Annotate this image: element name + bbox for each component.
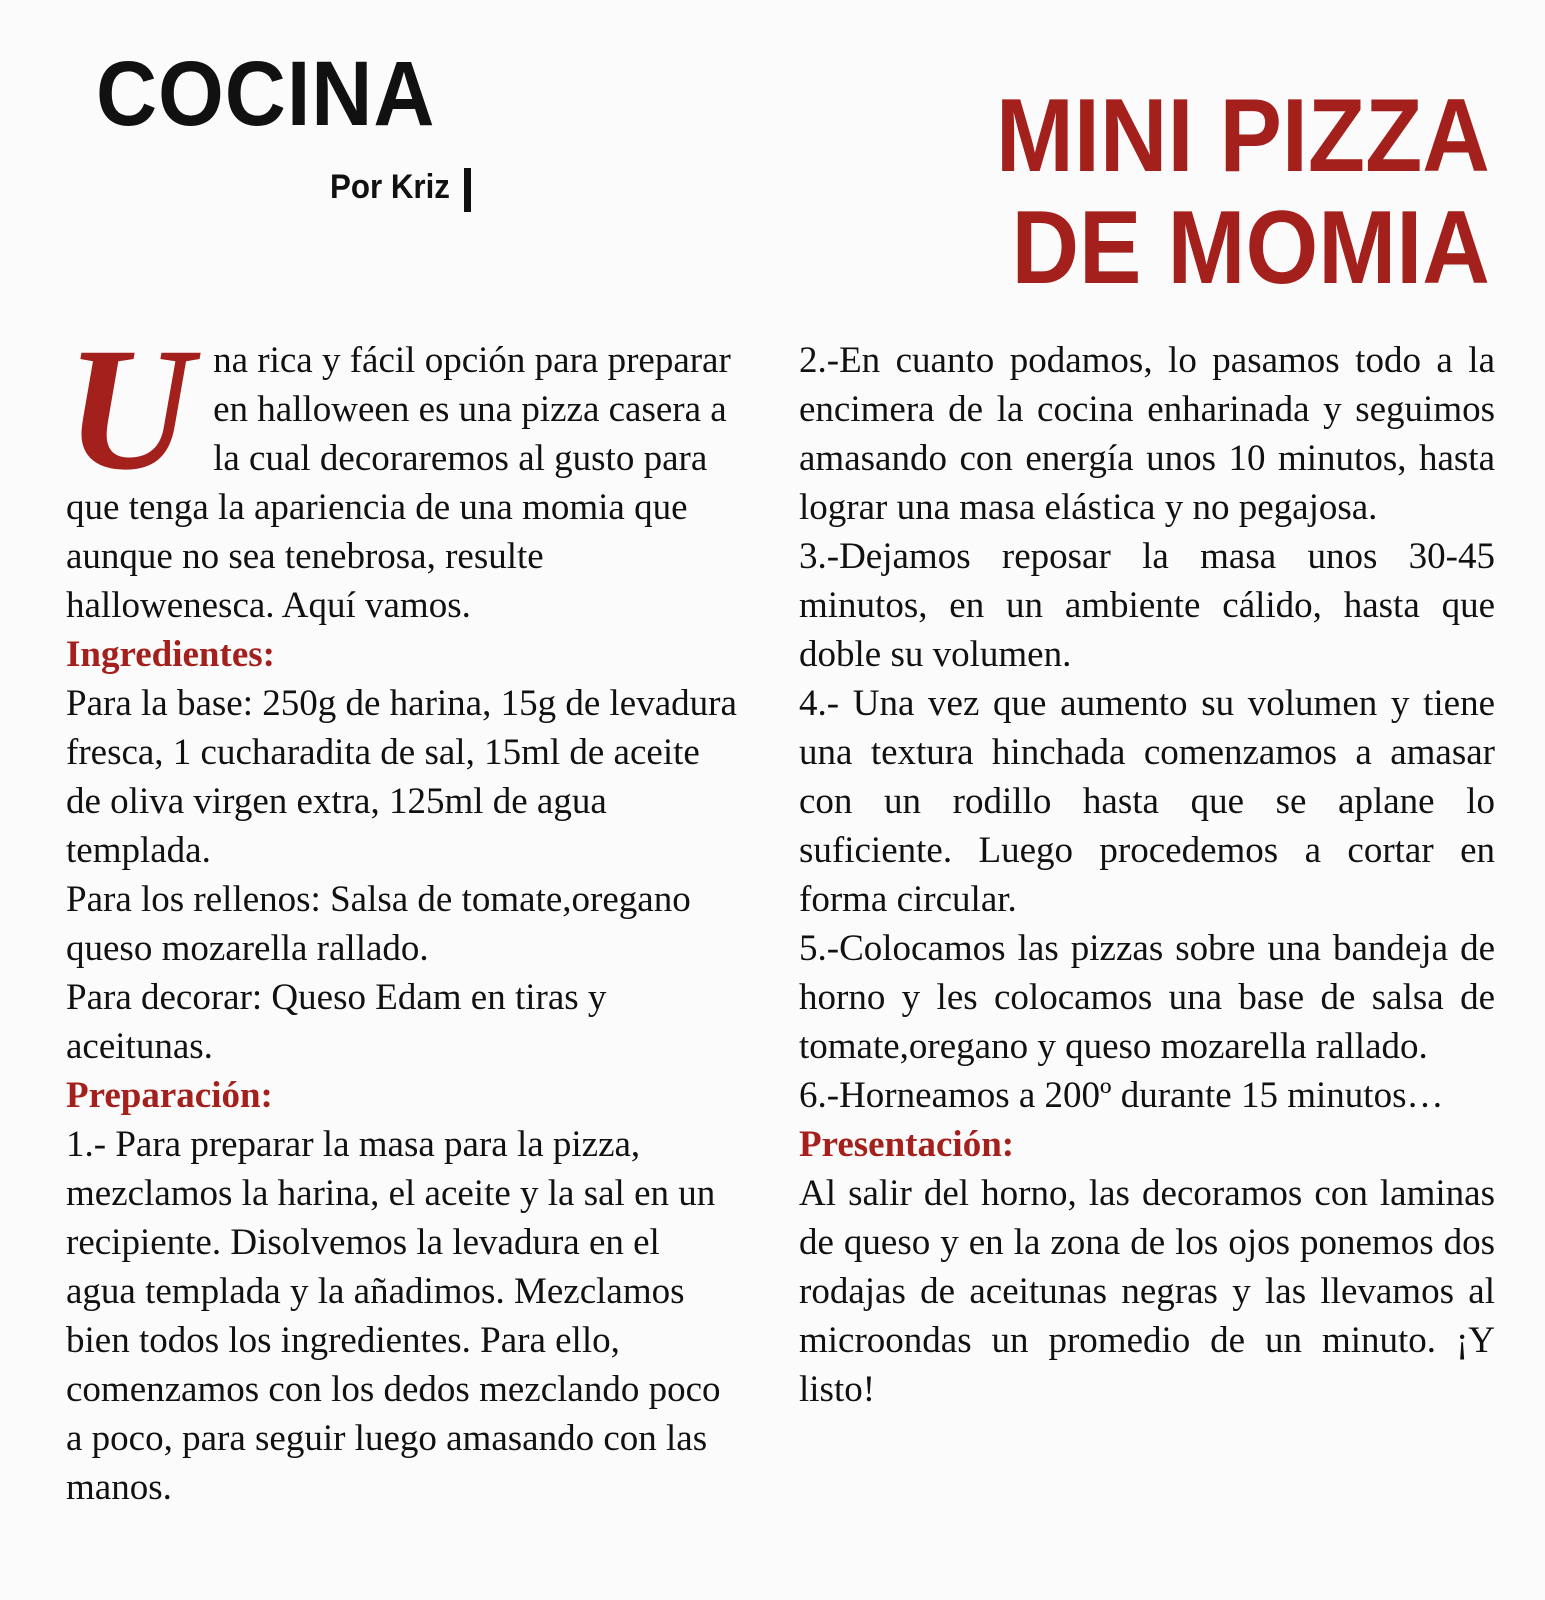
step-4: 4.- Una vez que aumento su volumen y tiene una textura hinchada comenzamos a amasar con un rodillo hasta que se aplane lo suficiente. Luego procedemos a cortar en forma circular. bbox=[799, 683, 1495, 920]
preparation-heading: Preparación: bbox=[66, 1075, 273, 1116]
dropcap: U bbox=[66, 312, 194, 507]
presentation-heading: Presentación: bbox=[799, 1124, 1015, 1165]
step-2: 2.-En cuanto podamos, lo pasamos todo a la encimera de la cocina enharinada y seguimos amasando con energía unos 10 minutos, hasta lograr una masa elástica y no pegajosa. bbox=[799, 340, 1495, 528]
ingredients-fillings: Para los rellenos: Salsa de tomate,oregano queso mozarella rallado. bbox=[66, 879, 691, 969]
left-column bbox=[66, 312, 738, 1512]
step-1: 1.- Para preparar la masa para la pizza, mezclamos la harina, el aceite y la sal en un recipiente. Disolvemos la levadura en el agua templada y la añadimos. Mezclamos bien todos los ingredientes. Para ello, comenzamos con los dedos mezclando poco a poco, para seguir luego amasando con las manos. bbox=[66, 1124, 721, 1508]
section-title: COCINA bbox=[96, 43, 436, 145]
intro-paragraph bbox=[66, 312, 738, 630]
presentation-text: Al salir del horno, las decoramos con laminas de queso y en la zona de los ojos ponemos dos rodajas de aceitunas negras y las llevamos al microondas un promedio de un minuto. ¡Y listo! bbox=[799, 1173, 1495, 1410]
byline: Por Kriz bbox=[330, 168, 450, 206]
recipe-title bbox=[996, 80, 1490, 304]
right-column bbox=[799, 336, 1495, 1414]
recipe-title-line-1: MINI PIZZA bbox=[996, 78, 1490, 194]
intro-text: na rica y fácil opción para preparar en halloween es una pizza casera a la cual decoraremos al gusto para que tenga la apariencia de una momia que aunque no sea tenebrosa, resulte hallowenesca. Aquí vamos. bbox=[66, 340, 731, 626]
ingredients-decoration: Para decorar: Queso Edam en tiras y aceitunas. bbox=[66, 977, 607, 1067]
byline-bar bbox=[464, 168, 471, 212]
step-5: 5.-Colocamos las pizzas sobre una bandeja de horno y les colocamos una base de salsa de tomate,oregano y queso mozarella rallado. bbox=[799, 928, 1495, 1067]
recipe-title-line-2: DE MOMIA bbox=[1011, 190, 1490, 306]
step-3: 3.-Dejamos reposar la masa unos 30-45 minutos, en un ambiente cálido, hasta que doble su volumen. bbox=[799, 536, 1495, 675]
step-6: 6.-Horneamos a 200º durante 15 minutos… bbox=[799, 1075, 1444, 1116]
ingredients-base: Para la base: 250g de harina, 15g de levadura fresca, 1 cucharadita de sal, 15ml de aceite de oliva virgen extra, 125ml de agua templada. bbox=[66, 683, 737, 871]
ingredients-heading: Ingredientes: bbox=[66, 634, 275, 675]
